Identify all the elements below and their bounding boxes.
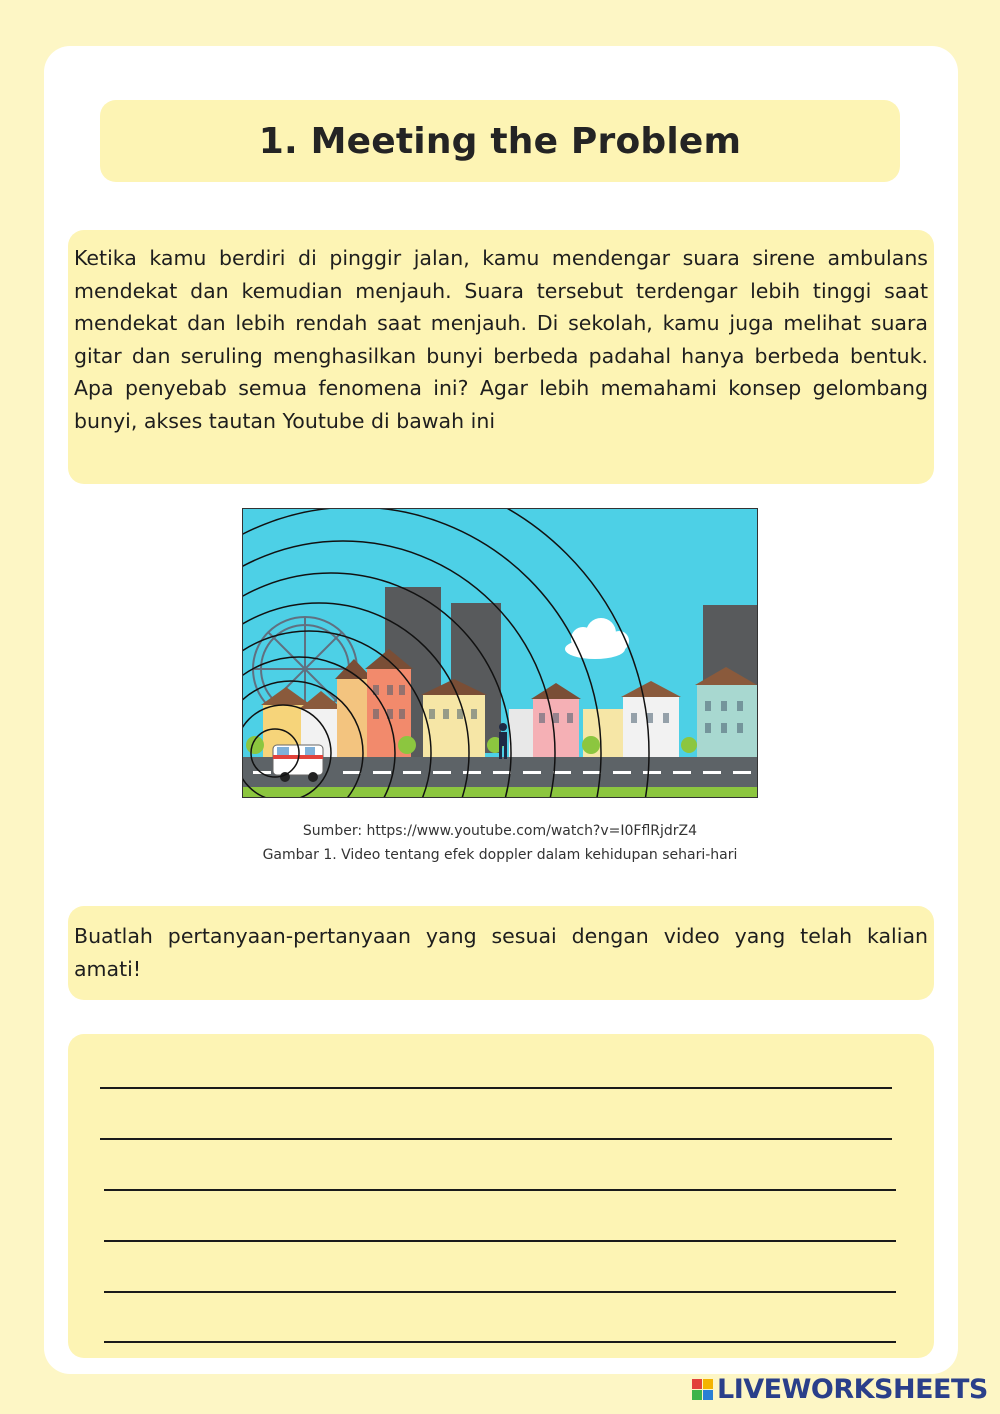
figure-source: Sumber: https://www.youtube.com/watch?v=I0FflRjdrZ4: [302, 823, 698, 839]
answer-area[interactable]: [68, 1034, 934, 1358]
answer-line[interactable]: [104, 1189, 896, 1191]
title-banner: [100, 100, 900, 182]
intro-box: [68, 230, 934, 484]
question-box: [68, 906, 934, 1000]
answer-line[interactable]: [104, 1341, 896, 1343]
doppler-figure: [242, 508, 758, 798]
intro-paragraph: Ketika kamu berdiri di pinggir jalan, kamu mendengar suara sirene ambulans mendekat dan kemudian menjauh. Suara tersebut terdengar lebih tinggi saat mendekat dan lebih rendah saat menjauh. Di sekolah, kamu juga melihat suara gitar dan seruling menghasilkan bunyi berbeda padahal hanya berbeda bentuk. Apa penyebab semua fenomena ini? Agar lebih memahami konsep gelombang bunyi, akses tautan Youtube di bawah ini: [74, 246, 928, 433]
doppler-illustration: [243, 509, 757, 797]
answer-line[interactable]: [100, 1138, 892, 1140]
answer-line[interactable]: [104, 1240, 896, 1242]
liveworksheets-logo[interactable]: [692, 1373, 988, 1405]
logo-text: LIVEWORKSHEETS: [717, 1373, 988, 1405]
page-title: 1. Meeting the Problem: [258, 120, 742, 162]
figure-caption: Gambar 1. Video tentang efek doppler dalam kehidupan sehari-hari: [262, 847, 738, 863]
logo-icon: [692, 1379, 713, 1400]
answer-line[interactable]: [104, 1291, 896, 1293]
answer-line[interactable]: [100, 1087, 892, 1089]
question-prompt: Buatlah pertanyaan-pertanyaan yang sesuai dengan video yang telah kalian amati!: [74, 924, 928, 981]
